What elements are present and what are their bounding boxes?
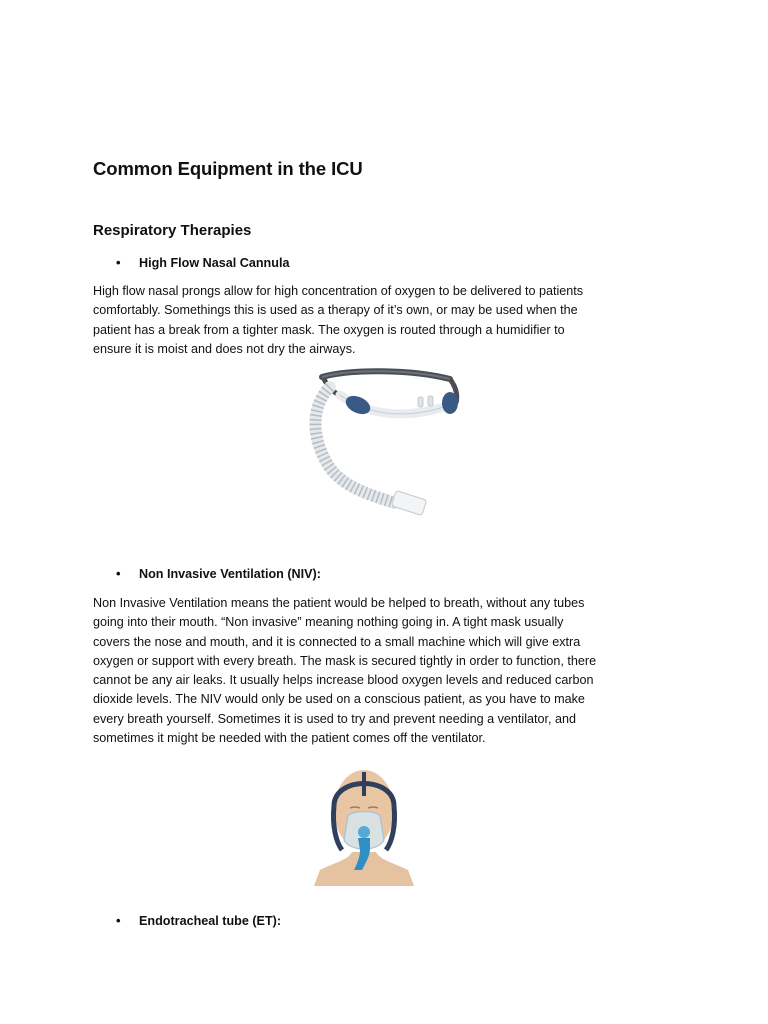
bullet-dot: • xyxy=(116,255,121,270)
bullet-dot: • xyxy=(116,913,121,928)
right-blue-pad xyxy=(442,392,458,414)
bullet-non-invasive-ventilation xyxy=(116,566,321,581)
paragraph-line: oxygen or support with every breath. The mask is secured tightly in order to function, there xyxy=(93,653,597,668)
niv-mask-image xyxy=(312,766,416,886)
paragraph-high-flow xyxy=(93,282,683,359)
bullet-heading: High Flow Nasal Cannula xyxy=(139,256,290,270)
tube-connector xyxy=(391,490,426,515)
paragraph-line: sometimes it might be needed with the patient comes off the ventilator. xyxy=(93,731,486,746)
paragraph-line: comfortably. Somethings this is used as a therapy of it’s own, or may be used when the xyxy=(93,303,578,318)
paragraph-line: patient has a break from a tighter mask. The oxygen is routed through a humidifier to xyxy=(93,322,565,337)
section-heading: Respiratory Therapies xyxy=(93,222,252,239)
nasal-cannula-image xyxy=(300,365,465,530)
bullet-heading: Endotracheal tube (ET): xyxy=(139,914,282,928)
document-title: Common Equipment in the ICU xyxy=(93,158,363,179)
paragraph-line: High flow nasal prongs allow for high concentration of oxygen to be delivered to patients xyxy=(93,284,584,298)
paragraph-line: cannot be any air leaks. It usually helps increase blood oxygen levels and reduced carbon xyxy=(93,673,594,688)
bullet-high-flow-nasal-cannula xyxy=(116,255,289,270)
paragraph-line: going into their mouth. “Non invasive” meaning nothing going in. A tight mask usually xyxy=(93,615,564,630)
nasal-prong-right xyxy=(428,396,433,406)
bullet-heading: Non Invasive Ventilation (NIV): xyxy=(139,567,321,581)
paragraph-line: Non Invasive Ventilation means the patient would be helped to breath, without any tubes xyxy=(93,596,585,610)
paragraph-line: ensure it is moist and does not dry the airways. xyxy=(93,341,356,356)
nasal-prong-left xyxy=(418,397,423,407)
paragraph-line: dioxide levels. The NIV would only be used on a conscious patient, as you have to make xyxy=(93,692,585,707)
paragraph-line: every breath yourself. Sometimes it is used to try and prevent needing a ventilator, and xyxy=(93,711,577,726)
paragraph-line: covers the nose and mouth, and it is connected to a small machine which will give extra xyxy=(93,634,581,649)
mask-port xyxy=(358,826,370,838)
paragraph-niv xyxy=(93,594,683,748)
bullet-endotracheal-tube xyxy=(116,913,281,928)
bullet-dot: • xyxy=(116,566,121,581)
